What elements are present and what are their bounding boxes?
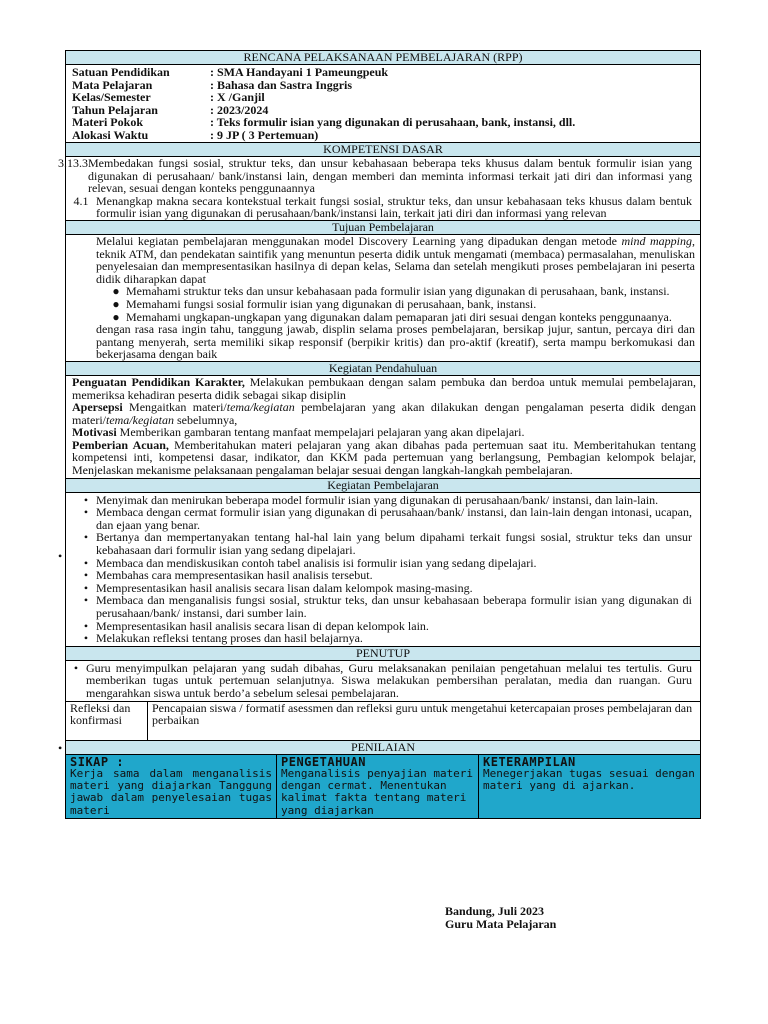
kd-item	[66, 195, 696, 220]
list-item	[76, 506, 696, 531]
karakter-text: Melakukan pembukaan dengan salam pembuka dan berdoa untuk memulai pembelajaran, memeriksa kehadiran peserta didik sebagai sikap disiplin	[72, 374, 696, 402]
sikap-text: Kerja sama dalam menganalisis materi yang diajarkan Tanggung jawab dalam penyelesaian tugas materi	[70, 766, 272, 817]
pendahuluan-heading: Kegiatan Pendahuluan	[65, 362, 701, 376]
identity-table	[65, 65, 701, 143]
penutup-heading: PENUTUP	[65, 647, 701, 661]
apersepsi-text: Mengaitkan materi/	[122, 400, 227, 415]
bullet-icon: •	[83, 492, 89, 507]
identity-key: Tahun Pelajaran	[72, 102, 158, 117]
list-item	[76, 531, 696, 556]
list-item	[66, 662, 696, 700]
list-item	[76, 594, 696, 619]
refleksi-row	[65, 702, 701, 741]
list-item	[106, 298, 700, 311]
pengetahuan-title: PENGETAHUAN	[281, 754, 366, 769]
bullet-text: Mempresentasikan hasil analisis secara lisan dalam kelompok masing-masing.	[96, 580, 473, 595]
sikap-title: SIKAP :	[70, 754, 125, 769]
refleksi-text: Pencapaian siswa / formatif asessmen dan refleksi guru untuk mengetahui ketercapaian proses pembelajaran dan perbaikan	[152, 700, 693, 728]
bullet-text: Memahami ungkapan-ungkapan yang digunakan dalam pemaparan jati diri sesuai dengan konteks penggunaanya.	[126, 309, 672, 324]
kd-section	[58, 156, 701, 221]
pengetahuan-column	[277, 755, 479, 818]
bullet-icon: •	[83, 618, 89, 633]
apersepsi-label: Apersepsi	[72, 400, 123, 415]
bullet-text: Membaca dan mendiskusikan contoh tabel analisis isi formulir isian yang sedang dipelajari.	[96, 555, 537, 570]
identity-value: : 9 JP ( 3 Pertemuan)	[210, 127, 319, 142]
bullet-icon: ●	[112, 284, 120, 299]
signature-block	[445, 905, 556, 931]
bullet-icon: •	[83, 593, 89, 608]
inti-heading: Kegiatan Pembelajaran	[65, 479, 701, 493]
motivasi-label: Motivasi	[72, 425, 117, 440]
bullet-text: Mempresentasikan hasil analisis secara lisan di depan kelompok lain.	[96, 618, 429, 633]
identity-key: Kelas/Semester	[72, 90, 151, 104]
refleksi-label: Refleksi dan konfirmasi	[66, 702, 148, 740]
penutup-section	[65, 661, 701, 702]
identity-key: Satuan Pendidikan	[72, 65, 170, 79]
rpp-document	[58, 50, 701, 819]
kd-number: 3.13.3	[58, 156, 88, 170]
acuan-label: Pemberian Acuan,	[72, 437, 169, 452]
identity-value: : 2023/2024	[210, 102, 269, 117]
tujuan-bullet-list	[66, 285, 700, 323]
pendahuluan-section	[65, 376, 701, 479]
karakter-paragraph	[72, 376, 696, 401]
bullet-text: Memahami struktur teks dan unsur kebahasaan pada formulir isian yang digunakan di perusahaan, bank, instansi.	[126, 284, 670, 299]
keterampilan-title: KETERAMPILAN	[483, 754, 576, 769]
motivasi-text: Memberikan gambaran tentang manfaat mempelajari pelajaran yang akan dipelajari.	[116, 425, 525, 440]
signature-place-date: Bandung, Juli 2023	[445, 904, 545, 918]
keterampilan-column	[479, 755, 700, 818]
apersepsi-text-2: pembelajaran yang akan dilakukan dengan pengalaman peserta didik dengan materi/	[72, 400, 696, 427]
bullet-icon: •	[83, 631, 89, 646]
apersepsi-italic: tema/kegiatan	[226, 400, 295, 415]
margin-bullet-icon: •	[58, 741, 63, 755]
signature-role: Guru Mata Pelajaran	[445, 917, 557, 931]
kd-text: Menangkap makna secara kontekstual terkait fungsi sosial, struktur teks, dan unsur kebahasaan teks khusus dalam bentuk formulir isian yang digunakan di perusahaan/bank/instansi lain, terkait jati diri dan informasi yang relevan	[96, 193, 692, 221]
tujuan-intro	[66, 235, 700, 285]
bullet-text: Melakukan refleksi tentang proses dan hasil belajarnya.	[96, 631, 363, 646]
pengetahuan-text: Menganalisis penyajian materi dengan cermat. Menentukan kalimat fakta tentang materi yang diajarkan	[281, 766, 474, 817]
bullet-icon: ●	[112, 296, 120, 311]
identity-row	[72, 79, 700, 92]
apersepsi-paragraph	[72, 401, 696, 426]
acuan-text: Memberitahukan materi pelajaran yang akan dibahas pada pertemuan saat itu. Memberitahukan tentang kompetensi inti, kompetensi dasar, indikator, dan KKM pada pertemuan yang berlangsung, Pembagian kelompok belajar, Menjelaskan mekanisme pelaksanaan pengalaman belajar sesuai dengan langkah-langkah pembelajaran.	[72, 437, 697, 478]
identity-key: Alokasi Waktu	[72, 127, 149, 142]
identity-row	[72, 129, 700, 142]
identity-row	[72, 66, 700, 79]
identity-value: : Teks formulir isian yang digunakan di perusahaan, bank, instansi, dll.	[210, 115, 576, 129]
tujuan-intro-text: Melalui kegiatan pembelajaran menggunakan model Discovery Learning yang dipadukan dengan metode	[96, 233, 617, 248]
bullet-text: Membaca dengan cermat formulir isian yang digunakan di perusahaan/bank/ instansi, dan lain-lain dengan intonasi, ucapan, dan ejaan yang benar.	[96, 505, 692, 532]
bullet-icon: •	[83, 530, 89, 545]
sikap-column	[66, 755, 277, 818]
identity-row	[72, 116, 700, 129]
tujuan-heading: Tujuan Pembelajaran	[65, 221, 701, 235]
identity-value: : X /Ganjil	[210, 90, 265, 104]
bullet-text: Membahas cara mempresentasikan hasil analisis tersebut.	[96, 568, 373, 583]
kd-item	[58, 156, 696, 196]
bullet-icon: •	[83, 568, 89, 583]
document-title: RENCANA PELAKSANAAN PEMBELAJARAN (RPP)	[65, 50, 701, 65]
margin-bullet-icon: •	[58, 549, 63, 563]
tujuan-section	[65, 235, 701, 362]
apersepsi-italic-2: tema/kegiatan	[105, 412, 174, 427]
bullet-text: Guru menyimpulkan pelajaran yang sudah dibahas, Guru melaksanakan penilaian pengetahuan melalui tes tertulis. Guru memberikan tugas untuk pertemuan selanjutnya. Siswa melakukan pembersihan peralatan, media dan ruangan. Guru mengarahkan siswa untuk berdo’a sebelum selesai pembelajaran.	[86, 660, 692, 700]
bullet-text: Bertanya dan mempertanyakan tentang hal-hal lain yang belum dipahami terkait fungsi sosial, struktur teks dan unsur kebahasaan dari formulir isian yang sedang dipelajari.	[96, 530, 692, 558]
bullet-icon: •	[73, 660, 79, 675]
bullet-text: Memahami fungsi sosial formulir isian yang digunakan di perusahaan, bank, instansi.	[126, 296, 537, 311]
bullet-icon: •	[83, 555, 89, 570]
list-item	[76, 569, 696, 582]
karakter-label: Penguatan Pendidikan Karakter,	[72, 374, 245, 389]
identity-value: : Bahasa dan Sastra Inggris	[210, 77, 353, 92]
identity-key: Mata Pelajaran	[72, 77, 153, 92]
kd-number: 4.1	[73, 193, 89, 208]
identity-value: : SMA Handayani 1 Pameungpeuk	[210, 65, 389, 79]
tujuan-closing: dengan rasa rasa ingin tahu, tanggung jawab, displin selama proses pembelajaran, bersikap jujur, santun, percaya diri dan pantang menyerah, serta memiliki sikap responsif (berpikir kritis) dan pro-aktif (kreatif), serta mampu berkomukasi dan bekerjasama dengan baik	[96, 322, 695, 362]
kd-text: Membedakan fungsi sosial, struktur teks, dan unsur kebahasaan beberapa teks khusus dalam bentuk formulir isian yang digunakan di perusahaan/ bank/instansi lain, dengan memberi dan meminta informasi terkait jati diri dan informasi yang relevan, sesuai dengan konteks penggunaannya	[88, 156, 692, 196]
bullet-icon: •	[83, 580, 89, 595]
identity-row	[72, 91, 700, 104]
penilaian-heading: PENILAIAN	[65, 741, 701, 755]
inti-section	[65, 493, 701, 647]
bullet-text: Membaca dan menganalisis fungsi sosial, struktur teks, dan unsur kebahasaan beberapa formulir isian yang digunakan di perusahaan/bank/ instansi, dari sumber lain.	[96, 593, 692, 620]
list-item	[76, 632, 696, 645]
bullet-text: Menyimak dan menirukan beberapa model formulir isian yang digunakan di perusahaan/bank/ instansi, dan lain-lain.	[96, 492, 659, 507]
identity-key: Materi Pokok	[72, 115, 143, 129]
bullet-icon: •	[83, 505, 89, 520]
kd-heading: KOMPETENSI DASAR	[65, 143, 701, 157]
apersepsi-text-3: sebelumnya,	[173, 412, 238, 427]
penilaian-grid	[65, 755, 701, 819]
bullet-icon: ●	[112, 309, 120, 324]
acuan-paragraph	[72, 439, 696, 477]
tujuan-intro-text-2: , teknik ATM, dan pendekatan saintifik yang menuntun peserta didik untuk mengamati (membaca) permasalahan, menuliskan penyelesaian dan mempresentasikan hasilnya di depan kelas, Selama dan setelah mengikuti proses pembelajaran ini peserta didik diharapkan dapat	[96, 233, 695, 286]
keterampilan-text: Menegerjakan tugas sesuai dengan materi yang di ajarkan.	[483, 766, 695, 793]
tujuan-intro-italic: mind mapping	[621, 233, 692, 248]
